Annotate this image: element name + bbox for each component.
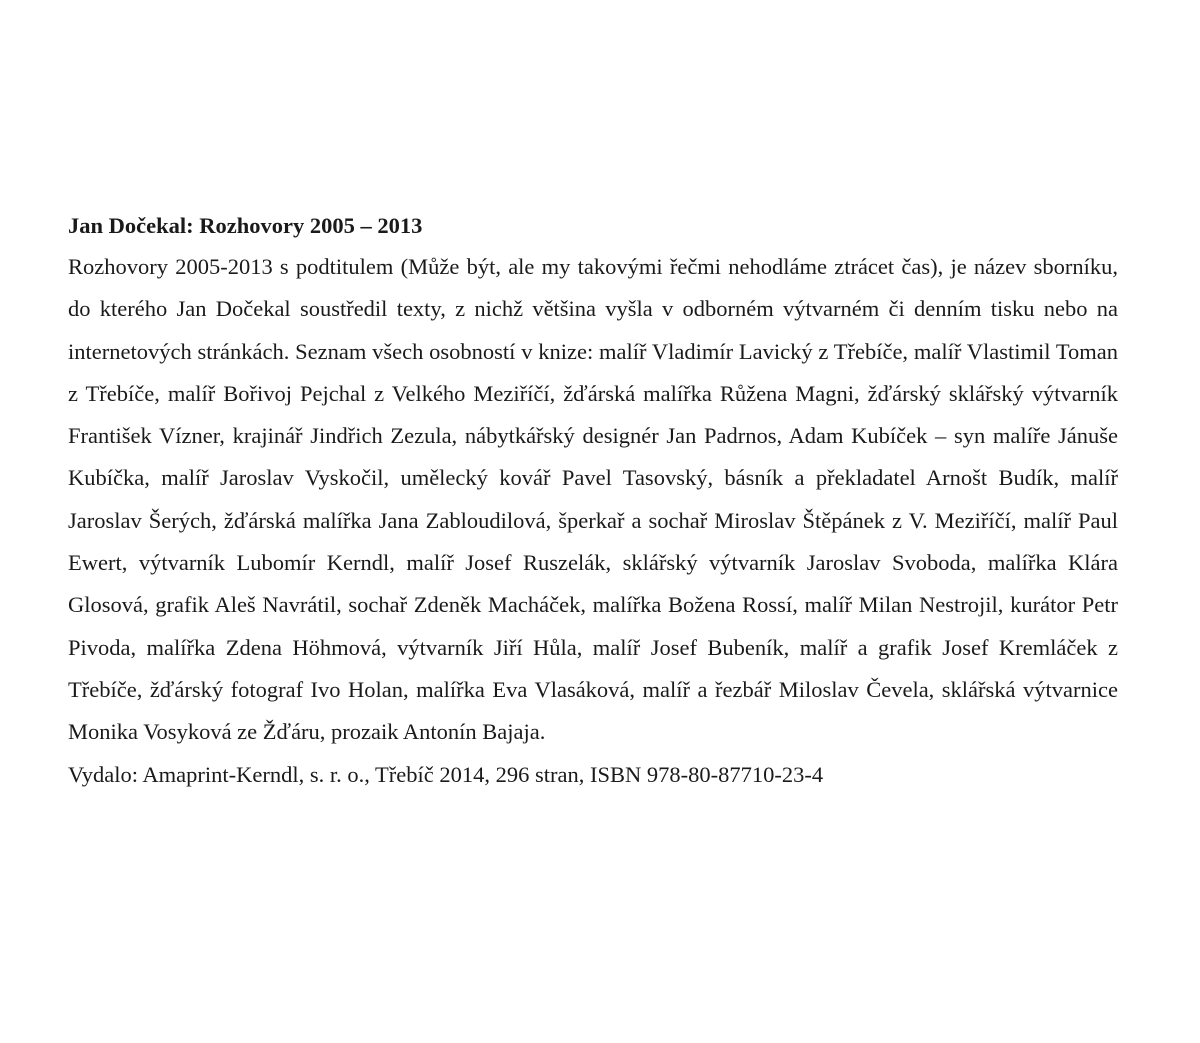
document xyxy=(68,206,1118,796)
document-title: Jan Dočekal: Rozhovory 2005 – 2013 xyxy=(68,213,423,238)
publisher-info: Vydalo: Amaprint-Kerndl, s. r. o., Třebíč 2014, 296 stran, ISBN 978-80-87710-23-4 xyxy=(68,761,824,787)
document-body: Rozhovory 2005-2013 s podtitulem (Může být, ale my takovými řečmi nehodláme ztrácet čas), je název sborníku, do kterého Jan Dočekal soustředil texty, z nichž většina vyšla v odborném výtvarném či denním tisku nebo na internetových stránkách. Seznam všech osobností v knize: malíř Vladimír Lavický z Třebíče, malíř Vlastimil Toman z Třebíče, malíř Bořivoj Pejchal z Velkého Meziříčí, žďárská malířka Růžena Magni, žďárský sklářský výtvarník František Vízner, krajinář Jindřich Zezula, nábytkářský designér Jan Padrnos, Adam Kubíček – syn malíře Jánuše Kubíčka, malíř Jaroslav Vyskočil, umělecký kovář Pavel Tasovský, básník a překladatel Arnošt Budík, malíř Jaroslav Šerých, žďárská malířka Jana Zabloudilová, šperkař a sochař Miroslav Štěpánek z V. Meziříčí, malíř Paul Ewert, výtvarník Lubomír Kerndl, malíř Josef Ruszelák, sklářský výtvarník Jaroslav Svoboda, malířka Klára Glosová, grafik Aleš Navrátil, sochař Zdeněk Macháček, malířka Božena Rossí, malíř Milan Nestrojil, kurátor Petr Pivoda, malířka Zdena Höhmová, výtvarník Jiří Hůla, malíř Josef Bubeník, malíř a grafik Josef Kremláček z Třebíče, žďárský fotograf Ivo Holan, malířka Eva Vlasáková, malíř a řezbář Miloslav Čevela, sklářská výtvarnice Monika Vosyková ze Žďáru, prozaik Antonín Bajaja. xyxy=(68,254,1118,745)
